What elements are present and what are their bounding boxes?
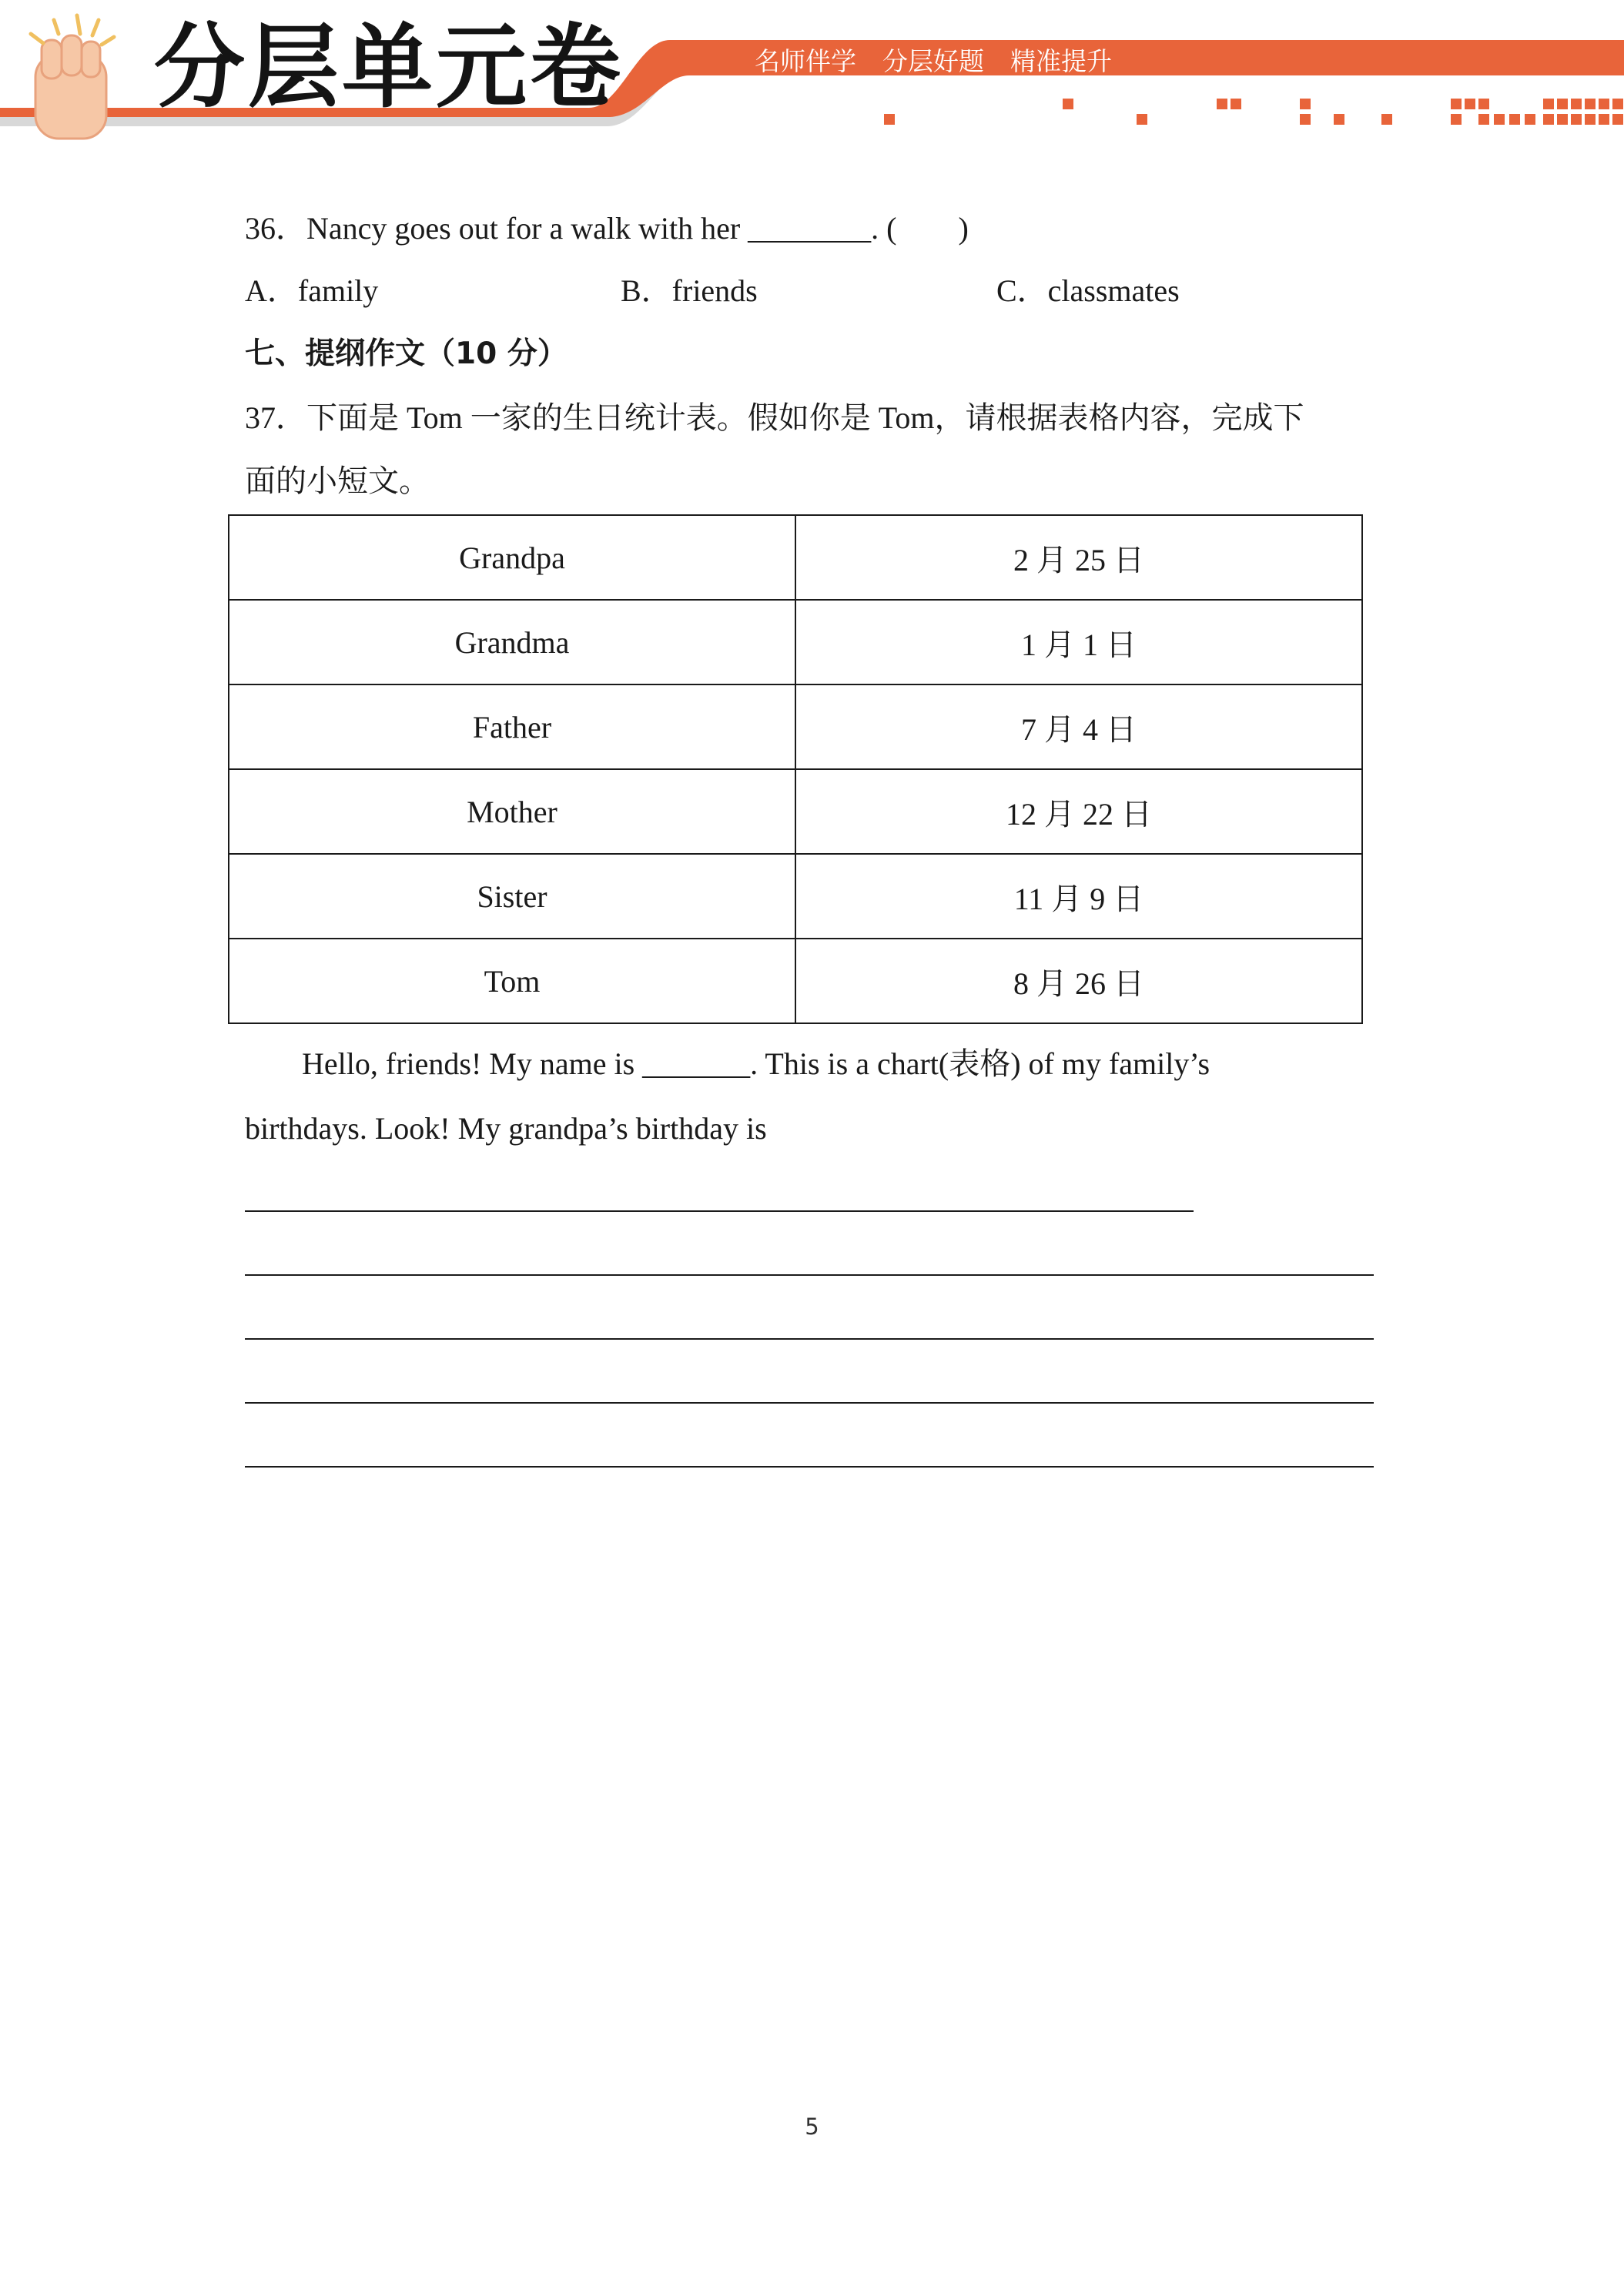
answer-line[interactable] [245, 1210, 1194, 1212]
name-cell: Mother [229, 769, 795, 854]
brand-title: 分层单元卷 [154, 14, 624, 120]
table-row [229, 515, 1362, 600]
decorative-dots [884, 99, 1623, 125]
name-cell: Grandma [229, 600, 795, 684]
date-cell: 11 月 9 日 [795, 854, 1362, 939]
table-row [229, 939, 1362, 1023]
page-number: 5 [805, 2114, 819, 2140]
table-row [229, 769, 1362, 854]
date-cell: 8 月 26 日 [795, 939, 1362, 1023]
date-cell: 2 月 25 日 [795, 515, 1362, 600]
option-b: B．friends [621, 273, 758, 308]
fist-icon [31, 15, 114, 139]
answer-line[interactable] [245, 1338, 1374, 1340]
question-36-stem: 36．Nancy goes out for a walk with her ________. ( ) [245, 211, 969, 246]
name-cell: Father [229, 684, 795, 769]
name-cell: Sister [229, 854, 795, 939]
option-c: C．classmates [996, 273, 1180, 308]
name-cell: Grandpa [229, 515, 795, 600]
table-row [229, 684, 1362, 769]
answer-line[interactable] [245, 1466, 1374, 1468]
section-heading: 七、提纲作文（10 分） [245, 336, 568, 371]
passage-line-2: birthdays. Look! My grandpa’s birthday is [245, 1111, 767, 1146]
question-37-stem-cont: 面的小短文。 [245, 464, 430, 498]
name-cell: Tom [229, 939, 795, 1023]
passage-line-1: Hello, friends! My name is _______. This is a chart(表格) of my family’s [302, 1046, 1210, 1081]
header-tagline [755, 42, 1112, 80]
date-cell: 12 月 22 日 [795, 769, 1362, 854]
tagline-item: 分层好题 [882, 45, 984, 76]
tagline-item: 精准提升 [1010, 45, 1112, 76]
date-cell: 1 月 1 日 [795, 600, 1362, 684]
question-37-stem: 37．下面是 Tom 一家的生日统计表。假如你是 Tom，请根据表格内容，完成下 [245, 400, 1304, 435]
tagline-item: 名师伴学 [755, 45, 856, 76]
answer-line[interactable] [245, 1274, 1374, 1276]
header-banner [0, 0, 1624, 154]
option-a: A．family [245, 273, 379, 308]
date-cell: 7 月 4 日 [795, 684, 1362, 769]
table-row [229, 854, 1362, 939]
table-row [229, 600, 1362, 684]
answer-line[interactable] [245, 1402, 1374, 1404]
birthday-table [228, 514, 1363, 1024]
